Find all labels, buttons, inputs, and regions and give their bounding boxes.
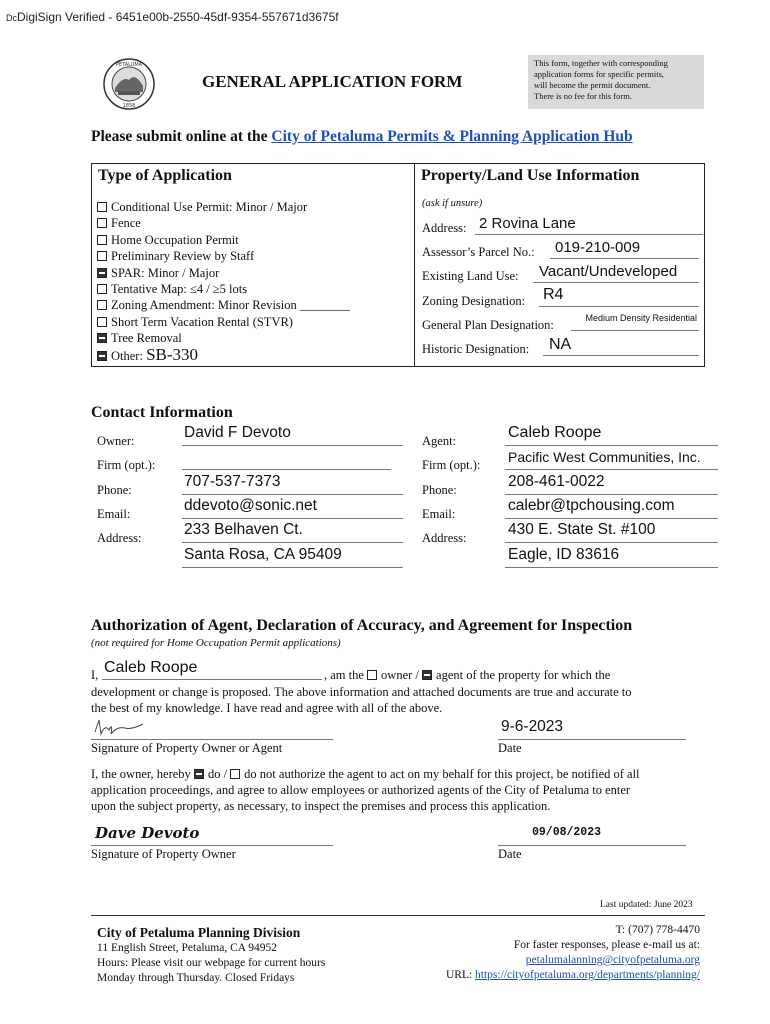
authorization-line2: development or change is proposed. The above information and attached documents are true and accurate to xyxy=(91,685,632,699)
application-item-preliminary-review[interactable]: Preliminary Review by Staff xyxy=(97,248,350,264)
checkbox[interactable] xyxy=(97,317,107,327)
authorization-heading: Authorization of Agent, Declaration of Accuracy, and Agreement for Inspection xyxy=(91,617,633,634)
general-plan-field[interactable]: Medium Density Residential xyxy=(571,313,699,331)
footer-email-prompt: For faster responses, please e-mail us at: xyxy=(513,939,700,951)
owner-phone-label: Phone: xyxy=(97,483,132,497)
header-note-line: There is no fee for this form. xyxy=(534,91,632,101)
property-hint: (ask if unsure) xyxy=(422,198,483,209)
footer-hours-line1: Hours: Please visit our webpage for current hours xyxy=(97,957,326,969)
seal-year-text: 1858 xyxy=(122,103,136,109)
table-divider xyxy=(414,164,415,366)
city-seal-icon xyxy=(103,58,155,110)
checkbox[interactable] xyxy=(97,251,107,261)
parcel-number-field[interactable]: 019-210-009 xyxy=(550,239,699,259)
application-item-zoning-amendment[interactable]: Zoning Amendment: Minor Revision ________ xyxy=(97,297,350,313)
application-type-list xyxy=(97,199,350,364)
property-address-field[interactable]: 2 Rovina Lane xyxy=(475,215,703,235)
agent-email-label: Email: xyxy=(422,507,456,521)
authorization-name-field[interactable]: Caleb Roope xyxy=(102,659,322,680)
application-hub-link[interactable]: City of Petaluma Permits & Planning Application Hub xyxy=(271,128,633,145)
footer-address: 11 English Street, Petaluma, CA 94952 xyxy=(97,942,278,954)
agent-address-line2-field[interactable]: Eagle, ID 83616 xyxy=(505,546,718,568)
watermark-text: DigiSign Verified - 6451e00b-2550-45df-9354-557671d3675f xyxy=(17,10,339,24)
application-item-cup[interactable]: Conditional Use Permit: Minor / Major xyxy=(97,199,350,215)
owner-authorization-line3: upon the subject property, as necessary, to inspect the premises and process this application. xyxy=(91,799,551,813)
zoning-row: Zoning Designation: xyxy=(422,294,526,308)
authorization-line3: the best of my knowledge. I have read and agree with all of the above. xyxy=(91,701,443,715)
property-address-row: Address: xyxy=(422,221,467,235)
owner-address-line1-field[interactable]: 233 Belhaven Ct. xyxy=(182,521,403,543)
owner-checkbox[interactable] xyxy=(367,670,377,680)
type-of-application-heading: Type of Application xyxy=(98,167,232,184)
application-item-tentative-map[interactable]: Tentative Map: ≤4 / ≥5 lots xyxy=(97,281,350,297)
owner-phone-field[interactable]: 707-537-7373 xyxy=(182,473,403,495)
owner-firm-label: Firm (opt.): xyxy=(97,458,156,472)
owner-email-field[interactable]: ddevoto@sonic.net xyxy=(182,497,403,519)
agent-firm-field[interactable]: Pacific West Communities, Inc. xyxy=(505,449,718,470)
agent-name-field[interactable]: Caleb Roope xyxy=(505,424,718,446)
owner-date-label: Date xyxy=(498,847,522,861)
header-note-line: will become the permit document. xyxy=(534,80,651,90)
checkbox[interactable] xyxy=(97,235,107,245)
footer-url-link[interactable]: https://cityofpetaluma.org/departments/planning/ xyxy=(475,969,700,981)
seal-top-text: PETALUMA xyxy=(115,62,143,68)
owner-authorization-line2: application proceedings, and agree to allow employees or authorized agents of the City of Petaluma to enter xyxy=(91,783,631,797)
owner-name-field[interactable]: David F Devoto xyxy=(182,424,403,446)
property-info-heading: Property/Land Use Information xyxy=(421,167,640,184)
zoning-designation-field[interactable]: R4 xyxy=(539,286,699,307)
owner-email-label: Email: xyxy=(97,507,131,521)
checkbox[interactable] xyxy=(97,284,107,294)
last-updated: Last updated: June 2023 xyxy=(600,900,693,910)
agent-phone-label: Phone: xyxy=(422,483,457,497)
agent-email-field[interactable]: calebr@tpchousing.com xyxy=(505,497,718,519)
owner-firm-field[interactable] xyxy=(182,450,391,470)
do-not-checkbox[interactable] xyxy=(230,769,240,779)
watermark-prefix: Dc xyxy=(6,13,17,23)
header-note-line: application forms for specific permits, xyxy=(534,69,665,79)
checkbox[interactable] xyxy=(97,300,107,310)
header-note-line: This form, together with corresponding xyxy=(534,58,668,68)
application-item-fence[interactable]: Fence xyxy=(97,215,350,231)
authorization-line1: I, xyxy=(91,668,99,682)
existing-land-use-field[interactable]: Vacant/Undeveloped xyxy=(533,263,699,283)
authorization-subheading: (not required for Home Occupation Permit applications) xyxy=(91,637,341,649)
owner-address-line2-field[interactable]: Santa Rosa, CA 95409 xyxy=(182,546,403,568)
owner-signature-field[interactable]: Dave Devoto xyxy=(91,824,333,846)
checkbox-checked[interactable] xyxy=(97,268,107,278)
footer-division-name: City of Petaluma Planning Division xyxy=(97,925,301,940)
footer-divider xyxy=(91,915,705,916)
owner-signature-label: Signature of Property Owner xyxy=(91,847,236,861)
checkbox[interactable] xyxy=(97,202,107,212)
application-item-stvr[interactable]: Short Term Vacation Rental (STVR) xyxy=(97,314,350,330)
footer-hours-line2: Monday through Thursday. Closed Fridays xyxy=(97,972,295,984)
header-note-box xyxy=(528,55,704,109)
agent-signature-scribble xyxy=(91,716,151,740)
historic-row: Historic Designation: xyxy=(422,342,530,356)
agent-checkbox-checked[interactable] xyxy=(422,670,432,680)
agent-signature-field[interactable] xyxy=(91,716,333,740)
owner-authorization-line1: I, the owner, hereby do / do not authorize the agent to act on my behalf for this project, be notified of all xyxy=(91,767,640,781)
agent-firm-label: Firm (opt.): xyxy=(422,458,481,472)
footer-url-row: URL: https://cityofpetaluma.org/departments/planning/ xyxy=(445,969,700,981)
application-item-home-occupation[interactable]: Home Occupation Permit xyxy=(97,232,350,248)
owner-date-field[interactable]: 09/08/2023 xyxy=(498,826,686,846)
form-title: GENERAL APPLICATION FORM xyxy=(202,72,463,91)
owner-address-label: Address: xyxy=(97,531,142,545)
agent-label: Agent: xyxy=(422,434,457,448)
application-item-other[interactable]: Other: SB-330 xyxy=(97,347,350,364)
agent-address-label: Address: xyxy=(422,531,467,545)
authorization-role-line: , am the owner / agent of the property for which the xyxy=(324,668,611,682)
existing-land-use-row: Existing Land Use: xyxy=(422,269,519,283)
agent-date-label: Date xyxy=(498,741,522,755)
agent-phone-field[interactable]: 208-461-0022 xyxy=(505,473,718,495)
other-value-field[interactable]: SB-330 xyxy=(146,344,199,364)
checkbox-checked[interactable] xyxy=(97,333,107,343)
docusign-watermark xyxy=(6,10,339,24)
general-plan-row: General Plan Designation: xyxy=(422,318,554,332)
footer-email-link[interactable]: petalumalanning@cityofpetaluma.org xyxy=(525,954,700,966)
footer-phone: T: (707) 778-4470 xyxy=(615,924,700,936)
agent-address-line1-field[interactable]: 430 E. State St. #100 xyxy=(505,521,718,543)
checkbox-checked[interactable] xyxy=(97,351,107,361)
application-item-tree-removal[interactable]: Tree Removal xyxy=(97,330,350,346)
contact-heading: Contact Information xyxy=(91,404,233,421)
submit-prefix: Please submit online at the xyxy=(91,128,272,145)
application-item-spar[interactable]: SPAR: Minor / Major xyxy=(97,265,350,281)
owner-label: Owner: xyxy=(97,434,135,448)
agent-signature-label: Signature of Property Owner or Agent xyxy=(91,741,283,755)
historic-designation-field[interactable]: NA xyxy=(543,336,699,356)
agent-date-field[interactable]: 9-6-2023 xyxy=(498,718,686,740)
parcel-row: Assessor’s Parcel No.: xyxy=(422,245,535,259)
checkbox[interactable] xyxy=(97,218,107,228)
do-checkbox-checked[interactable] xyxy=(194,769,204,779)
submit-instruction xyxy=(91,128,633,146)
